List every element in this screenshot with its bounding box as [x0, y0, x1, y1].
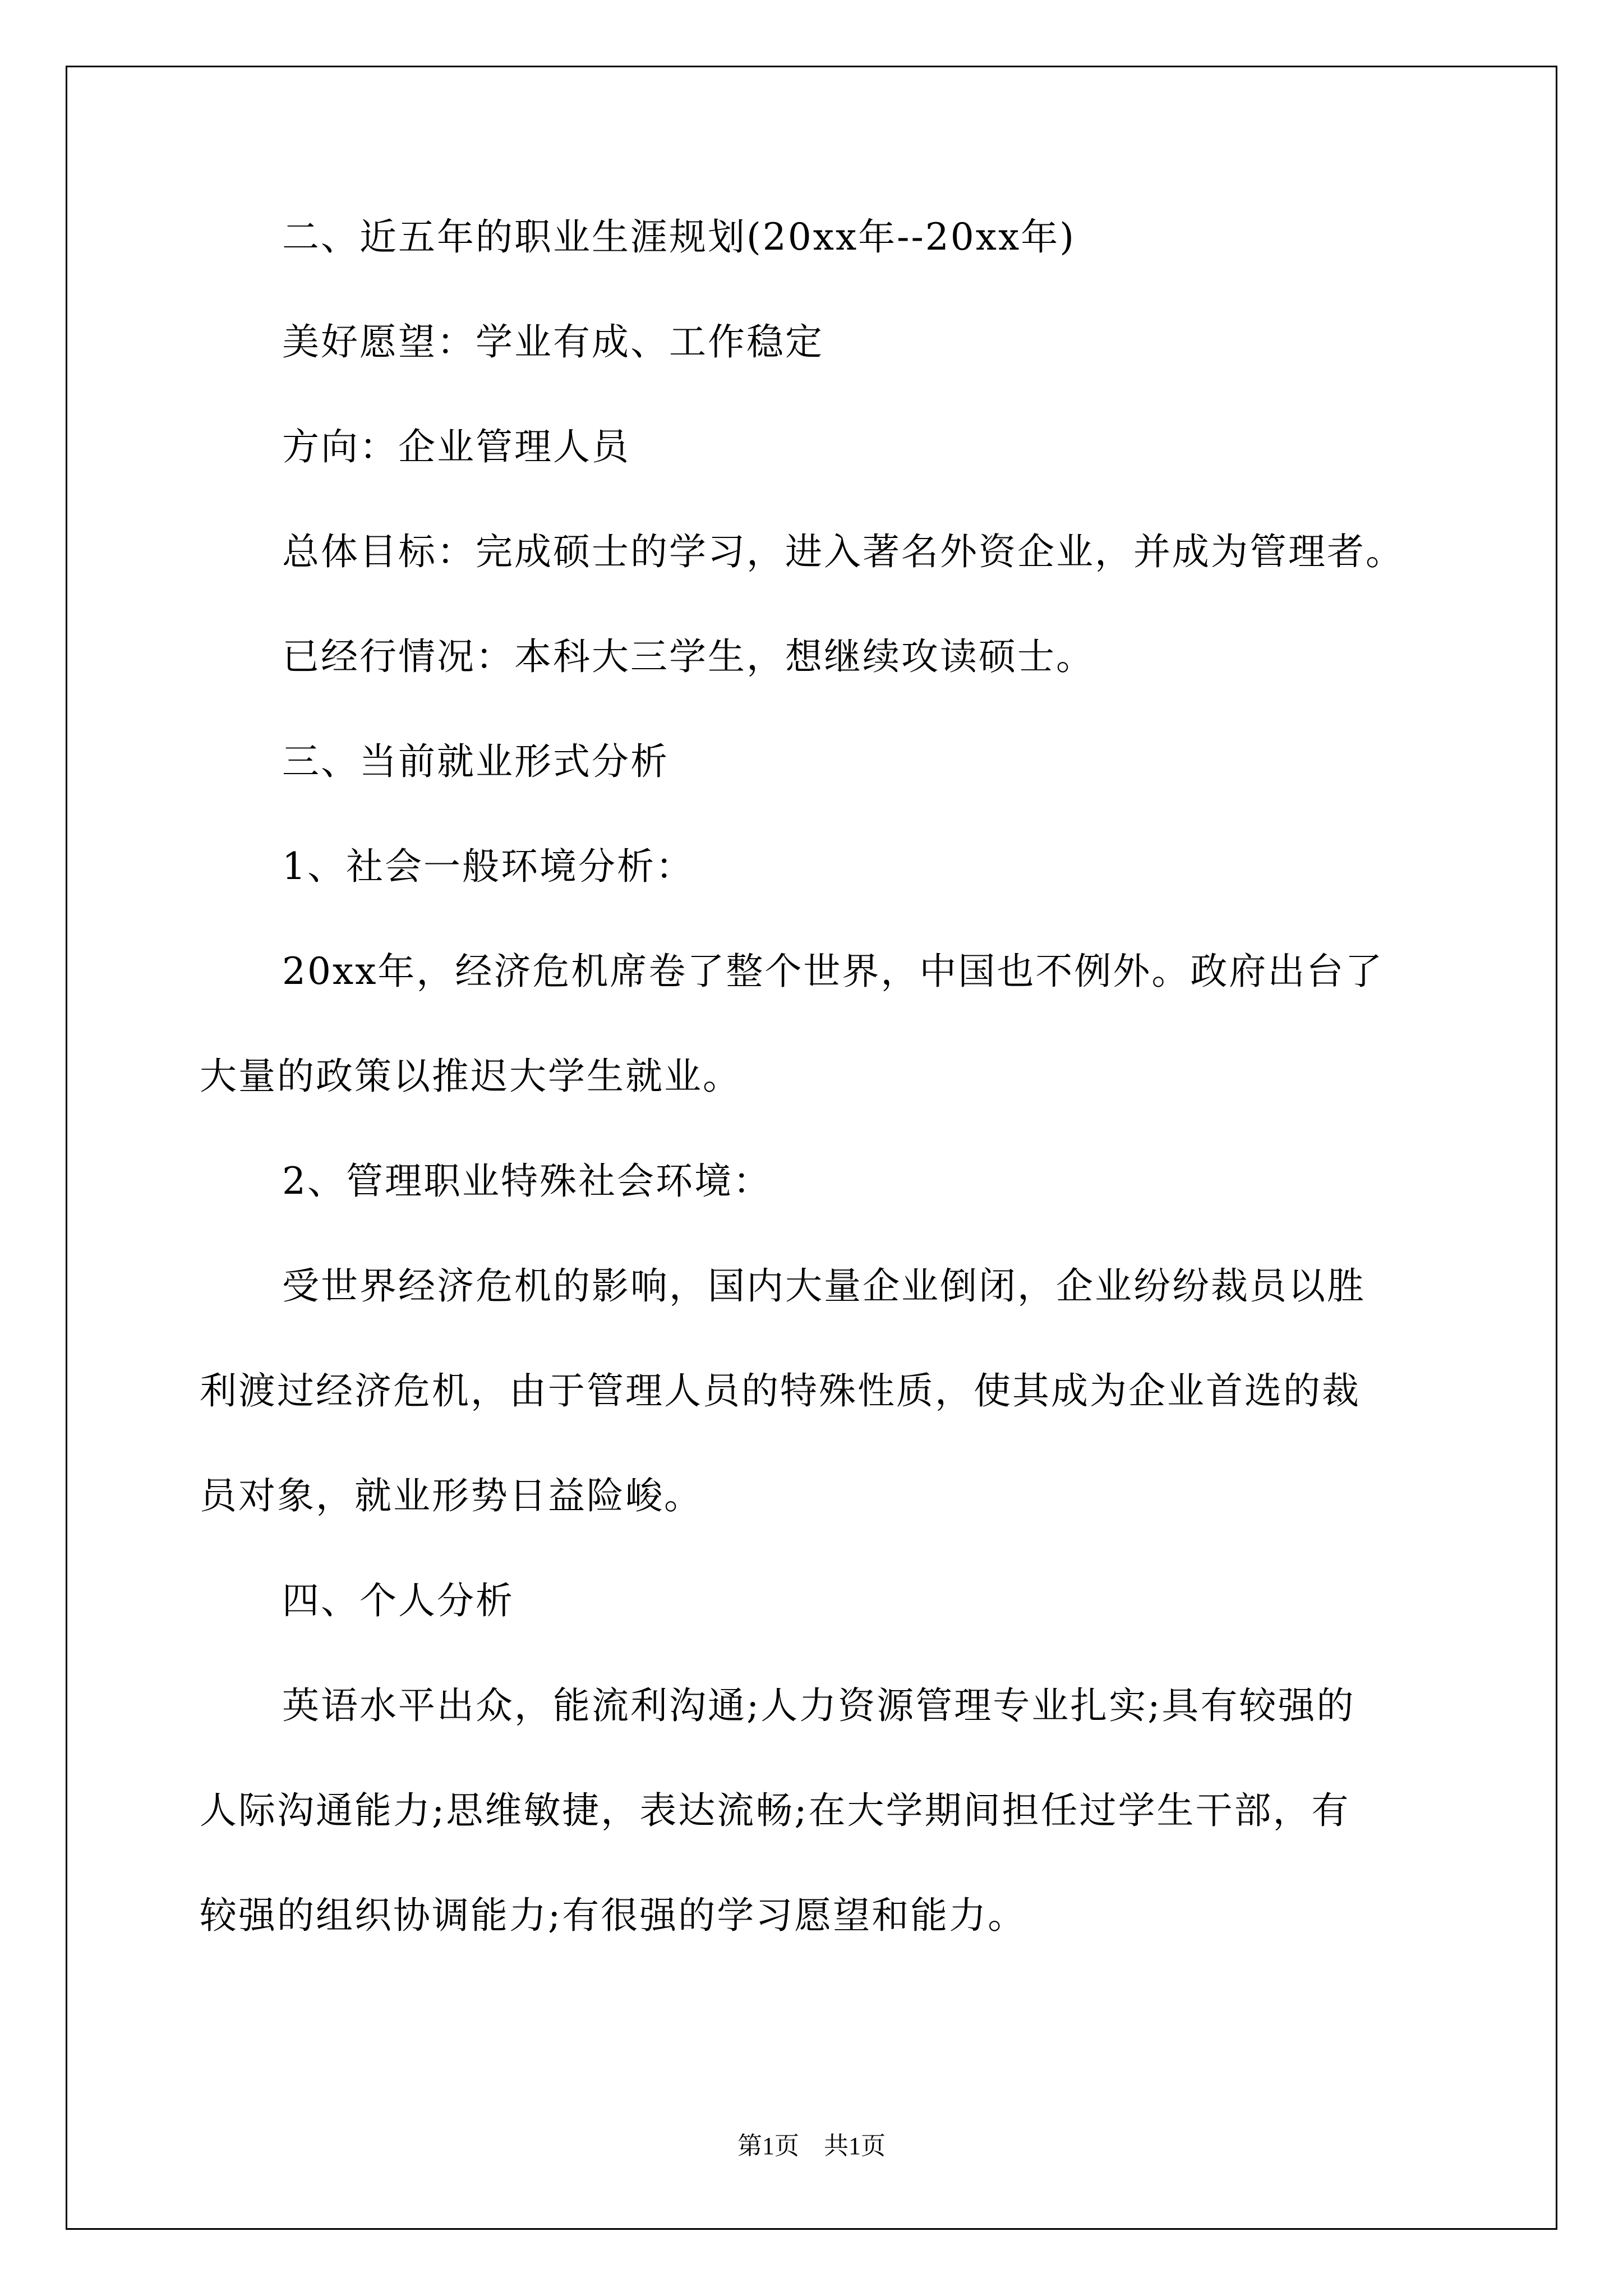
- heading-personal-analysis: 四、个人分析: [282, 1579, 514, 1622]
- paragraph-line: 较强的组织协调能力;有很强的学习愿望和能力。: [200, 1894, 1027, 1937]
- text-direction: 方向：企业管理人员: [282, 425, 630, 468]
- heading-employment-analysis: 三、当前就业形式分析: [282, 740, 669, 783]
- subheading-management-environment: 2、管理职业特殊社会环境：: [282, 1159, 772, 1203]
- paragraph-line: 员对象，就业形势日益险峻。: [200, 1474, 703, 1517]
- paragraph-line: 利渡过经济危机，由于管理人员的特殊性质，使其成为企业首选的裁: [200, 1369, 1361, 1412]
- paragraph-line: 20xx年，经济危机席卷了整个世界，中国也不例外。政府出台了: [282, 950, 1384, 993]
- paragraph-line: 受世界经济危机的影响，国内大量企业倒闭，企业纷纷裁员以胜: [282, 1264, 1366, 1308]
- paragraph-line: 英语水平出众，能流利沟通;人力资源管理专业扎实;具有较强的: [282, 1684, 1355, 1727]
- page-footer: 第1页 共1页: [737, 2132, 886, 2160]
- text-wish: 美好愿望：学业有成、工作稳定: [282, 320, 824, 364]
- paragraph-line: 大量的政策以推迟大学生就业。: [200, 1055, 741, 1098]
- text-current-status: 已经行情况：本科大三学生，想继续攻读硕士。: [282, 635, 1095, 678]
- text-overall-goal: 总体目标：完成硕士的学习，进入著名外资企业，并成为管理者。: [282, 530, 1404, 573]
- paragraph-line: 人际沟通能力;思维敏捷，表达流畅;在大学期间担任过学生干部，有: [200, 1789, 1350, 1832]
- heading-five-year-plan: 二、近五年的职业生涯规划(20xx年--20xx年): [282, 215, 1076, 259]
- subheading-social-environment: 1、社会一般环境分析：: [282, 845, 694, 888]
